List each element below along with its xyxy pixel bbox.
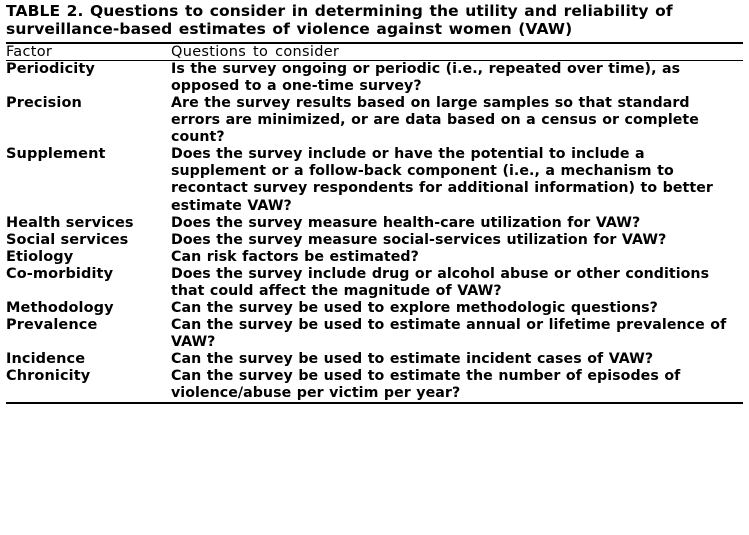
factor-supplement: Supplement [6, 146, 106, 163]
factor-social-services: Social services [6, 231, 129, 248]
question-co-morbidity: Does the survey include drug or alcohol abuse or other conditions that could affect the magnitude of VAW? [171, 265, 710, 299]
question-supplement: Does the survey include or have the potential to include a supplement or a follow-back component (i.e., a mechanism to recontact survey respondents for additional information) to better estimate VAW? [171, 146, 713, 214]
factor-precision: Precision [6, 95, 82, 112]
factor-incidence: Incidence [6, 351, 86, 368]
table-row [6, 95, 743, 146]
question-etiology: Can risk factors be estimated? [171, 248, 419, 265]
column-header-question: Questions to consider [171, 44, 340, 61]
questions-table [6, 44, 743, 60]
question-chronicity: Can the survey be used to estimate the number of episodes of violence/abuse per victim per year? [171, 368, 681, 402]
table-row [6, 300, 743, 317]
question-social-services: Does the survey measure social-services utilization for VAW? [171, 231, 667, 248]
table-row [6, 215, 743, 232]
question-prevalence: Can the survey be used to estimate annual or lifetime prevalence of VAW? [171, 317, 727, 351]
question-periodicity: Is the survey ongoing or periodic (i.e., repeated over time), as opposed to a one-time survey? [171, 61, 681, 95]
table-row [6, 232, 743, 249]
question-incidence: Can the survey be used to estimate incident cases of VAW? [171, 351, 654, 368]
table-row [6, 249, 743, 266]
bottom-rule [6, 402, 743, 404]
questions-table-body [6, 61, 743, 402]
table-row [6, 317, 743, 351]
question-precision: Are the survey results based on large samples so that standard errors are minimized, or are data based on a census or complete count? [171, 95, 699, 146]
table-header-row [6, 44, 743, 60]
table-title: TABLE 2. Questions to consider in determining the utility and reliability of surveillance-based estimates of violence against women (VAW) [6, 2, 673, 39]
table-row [6, 61, 743, 95]
factor-etiology: Etiology [6, 248, 74, 265]
factor-co-morbidity: Co-morbidity [6, 265, 114, 282]
table-row [6, 266, 743, 300]
question-methodology: Can the survey be used to explore methodologic questions? [171, 299, 658, 316]
column-header-factor: Factor [6, 44, 53, 61]
factor-chronicity: Chronicity [6, 368, 91, 385]
table-row [6, 351, 743, 368]
factor-periodicity: Periodicity [6, 61, 95, 78]
table-row [6, 368, 743, 402]
factor-methodology: Methodology [6, 299, 114, 316]
question-health-services: Does the survey measure health-care utilization for VAW? [171, 214, 641, 231]
factor-prevalence: Prevalence [6, 317, 98, 334]
table-row [6, 146, 743, 214]
factor-health-services: Health services [6, 214, 134, 231]
